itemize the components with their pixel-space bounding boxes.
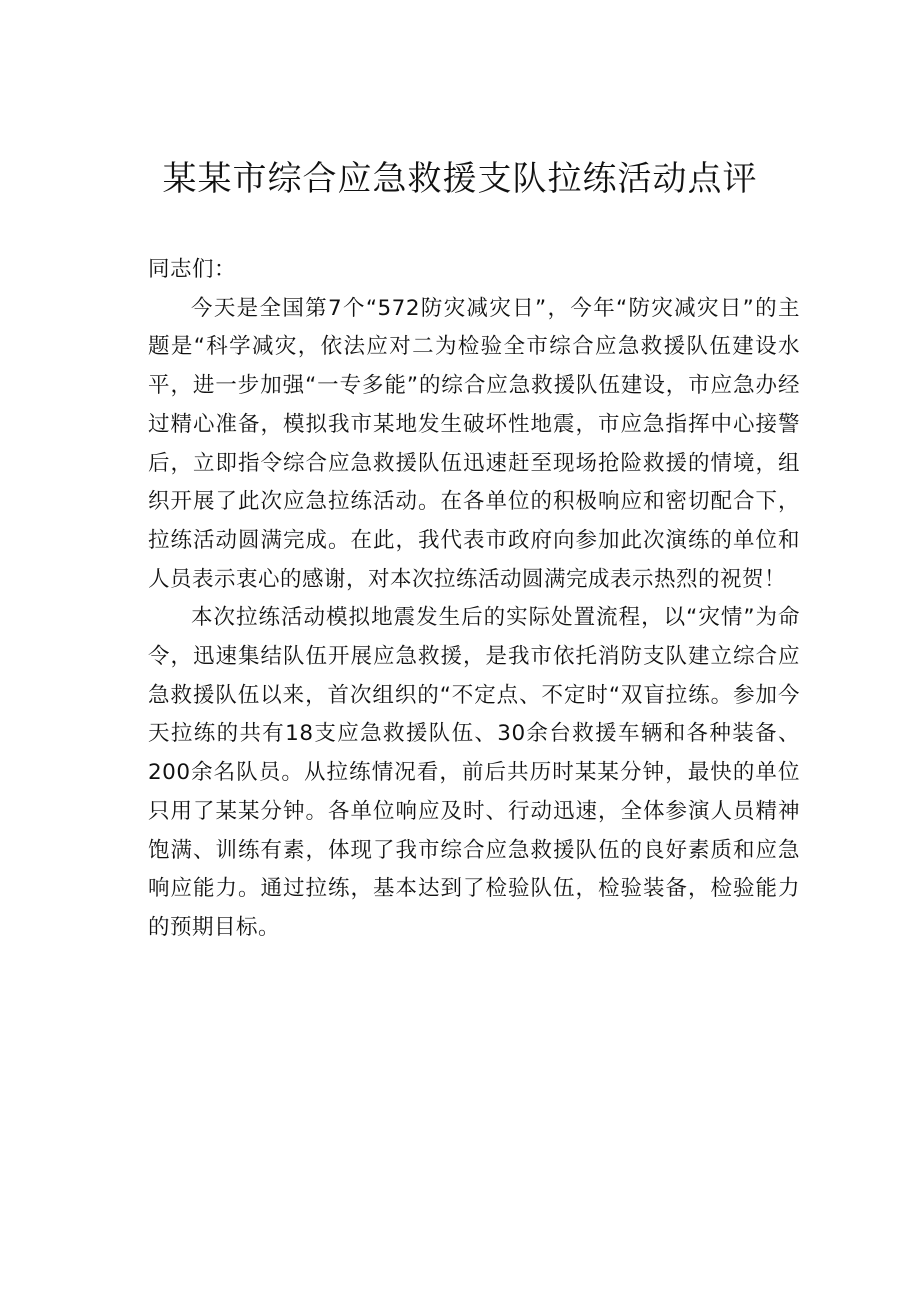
document-title: 某某市综合应急救援支队拉练活动点评	[162, 159, 758, 199]
salutation: 同志们：	[148, 257, 237, 282]
paragraph-1: 今天是全国第7个“572防灾减灾日”，今年“防灾减灾日”的主题是“科学减灾，依法应对二为检验全市综合应急救援队伍建设水平，进一步加强“一专多能”的综合应急救援队伍建设，市应急办经过精心准备，模拟我市某地发生破坏性地震，市应急指挥中心接警后，立即指令综合应急救援队伍迅速赶至现场抢险救援的情境，组织开展了此次应急拉练活动。在各单位的积极响应和密切配合下，拉练活动圆满完成。在此，我代表市政府向参加此次演练的单位和人员表示衷心的感谢，对本次拉练活动圆满完成表示热烈的祝贺！	[148, 295, 800, 592]
document-body	[148, 251, 800, 948]
paragraph-2: 本次拉练活动模拟地震发生后的实际处置流程，以“灾情”为命令，迅速集结队伍开展应急救援，是我市依托消防支队建立综合应急救援队伍以来，首次组织的“不定点、不定时“双盲拉练。参加今天拉练的共有18支应急救援队伍、30余台救援车辆和各种装备、200余名队员。从拉练情况看，前后共历时某某分钟，最快的单位只用了某某分钟。各单位响应及时、行动迅速，全体参演人员精神饱满、训练有素，体现了我市综合应急救援队伍的良好素质和应急响应能力。通过拉练，基本达到了检验队伍，检验装备，检验能力的预期目标。	[148, 605, 800, 940]
